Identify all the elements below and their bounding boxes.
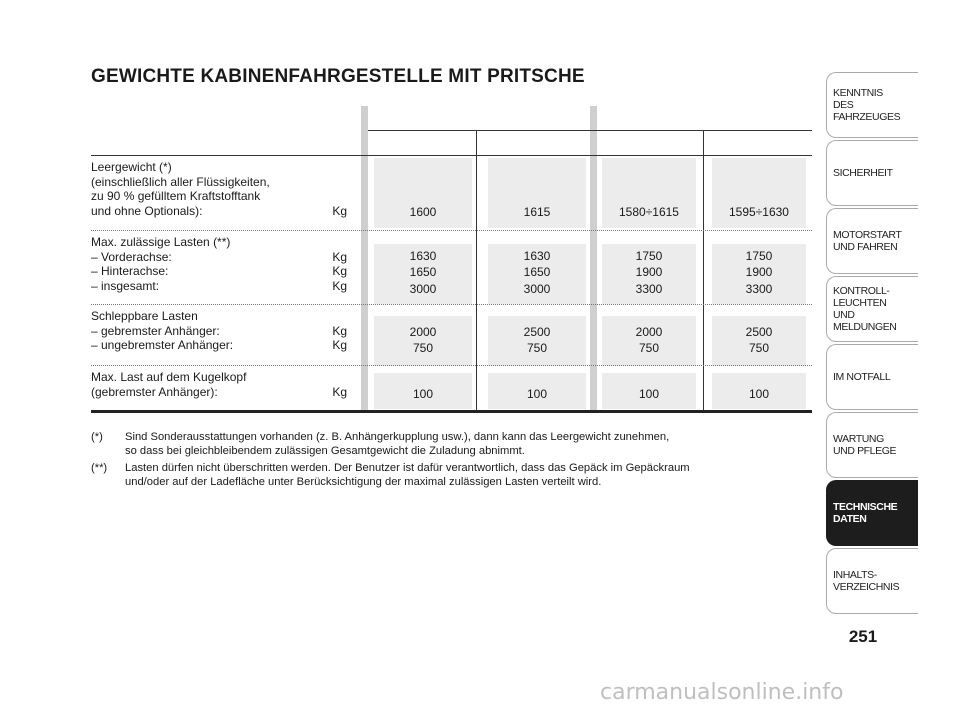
value-cell	[706, 386, 812, 402]
value-line: 1630	[523, 249, 551, 263]
label-line	[91, 338, 347, 353]
footnote-text: Lasten dürfen nicht überschritten werden. Der Benutzer ist dafür verantwortlich, dass das Gepäck im Gepäckraum	[125, 462, 690, 474]
label-text: – gebremster Anhänger:	[91, 323, 220, 338]
nav-tab[interactable]	[826, 140, 918, 206]
footnote-text: so dass bei gleichbleibendem zulässigen Gesamtgewicht die Zuladung abnimmt.	[125, 444, 525, 457]
value-line: 1900	[745, 265, 773, 280]
value-line: 100	[748, 387, 770, 401]
label-text: Max. Last auf dem Kugelkopf	[91, 370, 247, 384]
value-cell	[368, 324, 478, 357]
value-cell	[368, 248, 478, 297]
value-line: 2500	[523, 325, 551, 339]
value-cell	[482, 324, 592, 357]
label-text: – Hinterachse:	[91, 264, 169, 279]
unit-text: Kg	[332, 323, 347, 338]
value-line: 1600	[409, 205, 437, 219]
row-separator	[91, 365, 812, 366]
value-cell	[596, 386, 702, 402]
nav-tab[interactable]	[826, 480, 918, 546]
value-line: 1900	[635, 265, 663, 280]
label-line	[91, 385, 347, 400]
value-line: 3000	[409, 281, 437, 296]
nav-tab-label: MOTORSTART UND FAHREN	[833, 229, 902, 253]
unit-text: Kg	[332, 264, 347, 279]
value-cell	[596, 324, 702, 357]
nav-tab-label: INHALTS- VERZEICHNIS	[833, 569, 900, 593]
label-line	[91, 160, 347, 175]
footnote-mark: (**)	[91, 462, 108, 474]
row-label	[91, 370, 347, 399]
value-line: 1650	[523, 265, 551, 280]
header-rule	[368, 130, 812, 131]
label-text: und ohne Optionals):	[91, 203, 203, 218]
label-text: zu 90 % gefülltem Kraftstofftank	[91, 189, 261, 204]
value-line: 1750	[745, 249, 773, 263]
value-cell	[706, 204, 812, 220]
label-line	[91, 235, 347, 250]
value-line: 3300	[635, 281, 663, 296]
page-title: GEWICHTE KABINENFAHRGESTELLE MIT PRITSCHE	[91, 66, 585, 87]
nav-tab[interactable]	[826, 72, 918, 138]
value-line: 3000	[523, 281, 551, 296]
value-cell	[368, 204, 478, 220]
footnote-line	[91, 462, 690, 476]
label-line	[91, 204, 347, 219]
header-bottom-rule	[91, 155, 812, 156]
row-separator	[91, 230, 812, 231]
value-line: 1630	[409, 249, 437, 263]
label-text: – Vorderachse:	[91, 249, 172, 264]
nav-tab-label: IM NOTFALL	[833, 371, 891, 383]
group-bar	[361, 106, 368, 412]
value-line: 1650	[409, 265, 437, 280]
value-line: 2500	[745, 325, 773, 339]
nav-tab-label: KENNTNIS DES FAHRZEUGES	[833, 87, 901, 123]
label-text: – ungebremster Anhänger:	[91, 338, 234, 353]
nav-tab-label: TECHNISCHE DATEN	[833, 501, 898, 525]
value-line: 750	[526, 341, 548, 356]
nav-tab[interactable]	[826, 208, 918, 274]
value-line: 100	[412, 387, 434, 401]
unit-text: Kg	[332, 278, 347, 293]
nav-tab-label: SICHERHEIT	[833, 167, 893, 179]
footnote-line	[91, 431, 669, 445]
label-text: Max. zulässige Lasten (**)	[91, 235, 231, 249]
footnote	[91, 431, 669, 458]
footnote-mark: (*)	[91, 431, 103, 443]
value-line: 750	[638, 341, 660, 356]
label-line	[91, 370, 347, 385]
label-line	[91, 309, 347, 324]
value-line: 1750	[635, 249, 663, 263]
row-separator	[91, 304, 812, 305]
label-line	[91, 279, 347, 294]
unit-text: Kg	[332, 338, 347, 353]
nav-tab-label: WARTUNG UND PFLEGE	[833, 433, 897, 457]
nav-tab[interactable]	[826, 412, 918, 478]
table-bottom-rule	[91, 410, 812, 413]
value-cell	[482, 204, 592, 220]
watermark: carmanualsonline.info	[600, 680, 844, 705]
value-line: 2000	[635, 325, 663, 339]
nav-tab[interactable]	[826, 548, 918, 614]
label-line	[91, 175, 347, 190]
label-text: (gebremster Anhänger):	[91, 384, 218, 399]
value-line: 1580÷1615	[619, 205, 679, 219]
label-text: – insgesamt:	[91, 278, 160, 293]
label-line	[91, 250, 347, 265]
value-cell	[368, 386, 478, 402]
page-number: 251	[848, 627, 878, 646]
nav-tab[interactable]	[826, 344, 918, 410]
value-cell	[706, 324, 812, 357]
footnote-text: und/oder auf der Ladefläche unter Berücksichtigung der maximal zulässigen Lasten verteilt wird.	[125, 475, 602, 488]
value-cell	[706, 248, 812, 297]
row-label	[91, 309, 347, 353]
label-text: Leergewicht (*)	[91, 160, 172, 174]
value-line: 1615	[523, 205, 551, 219]
row-label	[91, 160, 347, 218]
label-text: (einschließlich aller Flüssigkeiten,	[91, 174, 270, 189]
nav-tab[interactable]	[826, 276, 918, 342]
nav-tab-label: KONTROLL- LEUCHTEN UND MELDUNGEN	[833, 285, 897, 333]
label-line	[91, 324, 347, 339]
value-cell	[482, 248, 592, 297]
value-line: 1595÷1630	[729, 205, 789, 219]
value-cell	[596, 204, 702, 220]
value-cell	[482, 386, 592, 402]
unit-text: Kg	[332, 203, 347, 218]
value-cell	[596, 248, 702, 297]
value-line: 3300	[745, 281, 773, 296]
footnote	[91, 462, 690, 489]
value-line: 100	[638, 387, 660, 401]
label-line	[91, 264, 347, 279]
unit-text: Kg	[332, 249, 347, 264]
row-label	[91, 235, 347, 293]
footnote-text: Sind Sonderausstattungen vorhanden (z. B. Anhängerkupplung usw.), dann kann das Leergewicht zunehmen,	[125, 431, 670, 443]
value-line: 2000	[409, 325, 437, 339]
label-line	[91, 189, 347, 204]
value-line: 750	[412, 341, 434, 356]
value-line: 100	[526, 387, 548, 401]
value-line: 750	[748, 341, 770, 356]
label-text: Schleppbare Lasten	[91, 309, 198, 323]
column-divider	[703, 131, 704, 412]
unit-text: Kg	[332, 384, 347, 399]
